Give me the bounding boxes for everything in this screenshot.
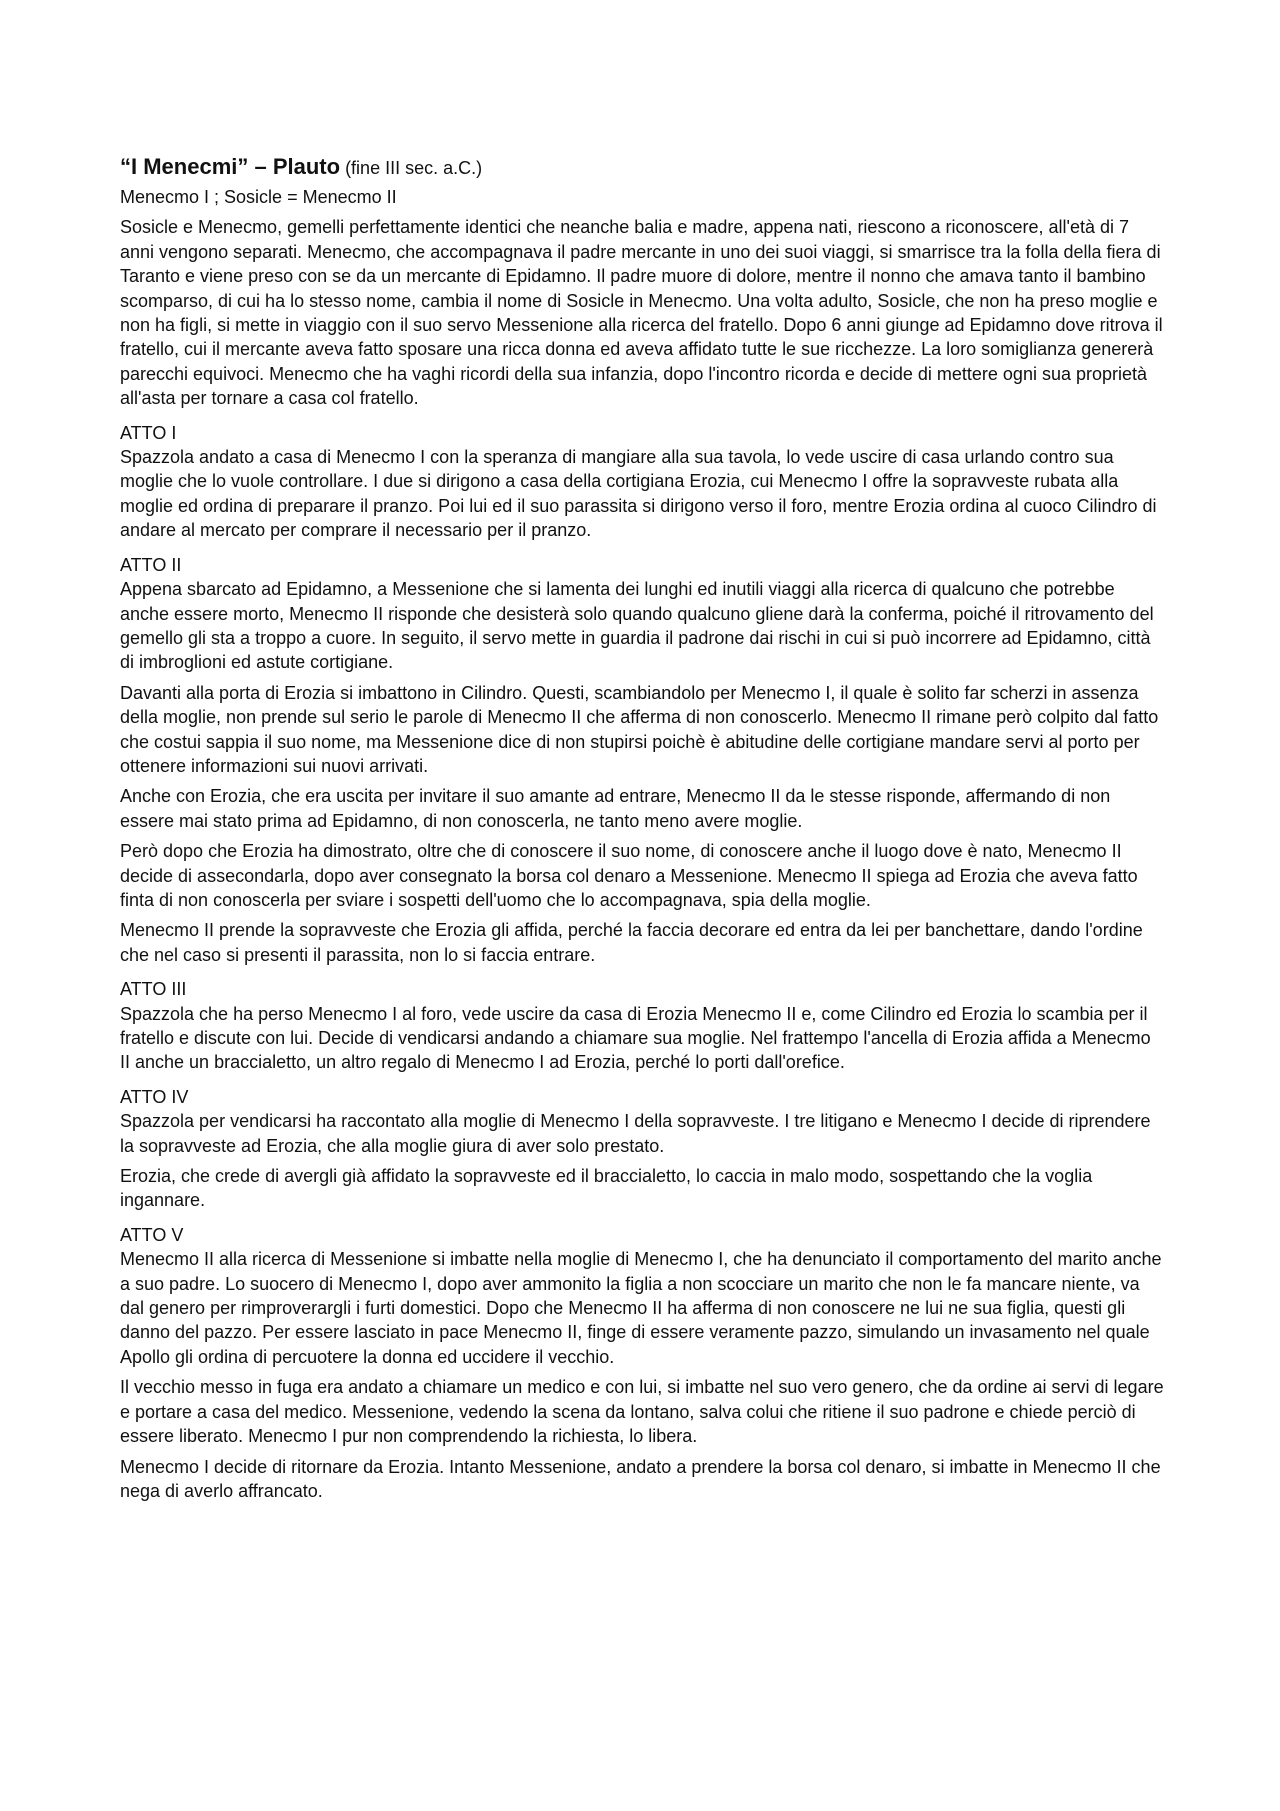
act-paragraph: Spazzola per vendicarsi ha raccontato alla moglie di Menecmo I della sopravveste. I tre litigano e Menecmo I decide di riprendere la sopravveste ad Erozia, che alla moglie giura di aver solo prestato. xyxy=(120,1111,1151,1156)
act-heading: ATTO II xyxy=(120,554,182,575)
intro-paragraph: Sosicle e Menecmo, gemelli perfettamente identici che neanche balia e madre, appena nati, riescono a riconoscere, all'età di 7 anni vengono separati. Menecmo, che accompagnava il padre mercante in uno dei suoi viaggi, si smarrisce tra la folla della fiera di Taranto e viene preso con se da un mercante di Epidamno. Il padre muore di dolore, mentre il nonno che amava tanto il bambino scomparso, di cui ha lo stesso nome, cambia il nome di Sosicle in Menecmo. Una volta adulto, Sosicle, che non ha preso moglie e non ha figli, si mette in viaggio con il suo servo Messenione alla ricerca del fratello. Dopo 6 anni giunge ad Epidamno dove ritrova il fratello, cui il mercante aveva fatto sposare una ricca donna ed aveva affidato tutte le sue ricchezze. La loro somiglianza genererà parecchi equivoci. Menecmo che ha vaghi ricordi della sua infanzia, dopo l'incontro ricorda e decide di mettere ogni sua proprietà all'asta per tornare a casa col fratello. xyxy=(120,217,1163,409)
act-paragraph: Menecmo I decide di ritornare da Erozia. Intanto Messenione, andato a prendere la borsa col denaro, si imbatte in Menecmo II che nega di averlo affrancato. xyxy=(120,1456,1161,1501)
act-paragraph: Spazzola andato a casa di Menecmo I con la speranza di mangiare alla sua tavola, lo vede uscire di casa urlando contro sua moglie che lo vuole controllare. I due si dirigono a casa della cortigiana Erozia, cui Menecmo I offre la sopravveste rubata alla moglie ed ordina di preparare il pranzo. Poi lui ed il suo parassita si dirigono verso il foro, mentre Erozia ordina al cuoco Cilindro di andare al mercato per comprare il necessario per il pranzo. xyxy=(120,447,1157,541)
acts-container xyxy=(120,421,1164,1504)
act-paragraph: Il vecchio messo in fuga era andato a chiamare un medico e con lui, si imbatte nel suo vero genero, che da ordine ai servi di legare e portare a casa del medico. Messenione, vedendo la scena da lontano, salva colui che ritiene il suo padrone e chiede perciò di essere liberato. Menecmo I pur non comprendendo la richiesta, lo libera. xyxy=(120,1377,1164,1447)
act-paragraph: Davanti alla porta di Erozia si imbattono in Cilindro. Questi, scambiandolo per Menecmo I, il quale è solito far scherzi in assenza della moglie, non prende sul serio le parole di Menecmo II che afferma di non conoscerlo. Menecmo II rimane però colpito dal fatto che costui sappia il suo nome, ma Messenione dice di non stupirsi poichè è abitudine delle cortigiane mandare servi al porto per ottenere informazioni sui nuovi arrivati. xyxy=(120,682,1159,776)
act-section xyxy=(120,1223,1164,1503)
act-paragraph: Menecmo II prende la sopravveste che Erozia gli affida, perché la faccia decorare ed entra da lei per banchettare, dando l'ordine che nel caso si presenti il parassita, non lo si faccia entrare. xyxy=(120,920,1143,965)
act-heading: ATTO IV xyxy=(120,1086,189,1107)
act-heading: ATTO III xyxy=(120,979,187,1000)
act-section xyxy=(120,977,1164,1075)
act-heading: ATTO V xyxy=(120,1224,184,1245)
act-paragraph: Erozia, che crede di avergli già affidato la sopravveste ed il braccialetto, lo caccia in malo modo, sospettando che la voglia ingannare. xyxy=(120,1166,1093,1211)
document-page xyxy=(120,153,1164,1503)
act-heading: ATTO I xyxy=(120,422,177,443)
act-paragraph: Anche con Erozia, che era uscita per invitare il suo amante ad entrare, Menecmo II da le stesse risponde, affermando di non essere mai stato prima ad Epidamno, di non conoscerla, ne tanto meno avere moglie. xyxy=(120,786,1111,831)
title-main: “I Menecmi” – Plauto xyxy=(120,154,341,179)
document-title xyxy=(120,153,1164,182)
act-section xyxy=(120,1085,1164,1213)
act-paragraph: Spazzola che ha perso Menecmo I al foro, vede uscire da casa di Erozia Menecmo II e, come Cilindro ed Erozia lo scambia per il fratello e discute con lui. Decide di vendicarsi andando a chiamare sua moglie. Nel frattempo l'ancella di Erozia affida a Menecmo II anche un braccialetto, un altro regalo di Menecmo I ad Erozia, perché lo porti dall'orefice. xyxy=(120,1003,1151,1073)
title-sub: (fine III sec. a.C.) xyxy=(340,158,483,178)
act-section xyxy=(120,553,1164,968)
act-paragraph: Appena sbarcato ad Epidamno, a Messenione che si lamenta dei lunghi ed inutili viaggi alla ricerca di qualcuno che potrebbe anche essere morto, Menecmo II risponde che desisterà solo quando qualcuno gliene darà la conferma, poiché il ritrovamento del gemello gli sta a troppo a cuore. In seguito, il servo mette in guardia il padrone dai rischi in cui si può incorrere ad Epidamno, città di imbroglioni ed astute cortigiane. xyxy=(120,579,1154,673)
act-section xyxy=(120,421,1164,543)
act-paragraph: Menecmo II alla ricerca di Messenione si imbatte nella moglie di Menecmo I, che ha denunciato il comportamento del marito anche a suo padre. Lo suocero di Menecmo I, dopo aver ammonito la figlia a non scocciare un marito che non le fa mancare niente, va dal genero per rimproverargli i furti domestici. Dopo che Menecmo II ha afferma di non conoscere ne lui ne sua figlia, questi gli danno del pazzo. Per essere lasciato in pace Menecmo II, finge di essere veramente pazzo, simulando un invasamento nel quale Apollo gli ordina di percuotere la donna ed uccidere il vecchio. xyxy=(120,1249,1162,1367)
subtitle: Menecmo I ; Sosicle = Menecmo II xyxy=(120,187,397,207)
act-paragraph: Però dopo che Erozia ha dimostrato, oltre che di conoscere il suo nome, di conoscere anche il luogo dove è nato, Menecmo II decide di assecondarla, dopo aver consegnato la borsa col denaro a Messenione. Menecmo II spiega ad Erozia che aveva fatto finta di non conoscerla per sviare i sospetti dell'uomo che lo accompagnava, spia della moglie. xyxy=(120,841,1138,910)
